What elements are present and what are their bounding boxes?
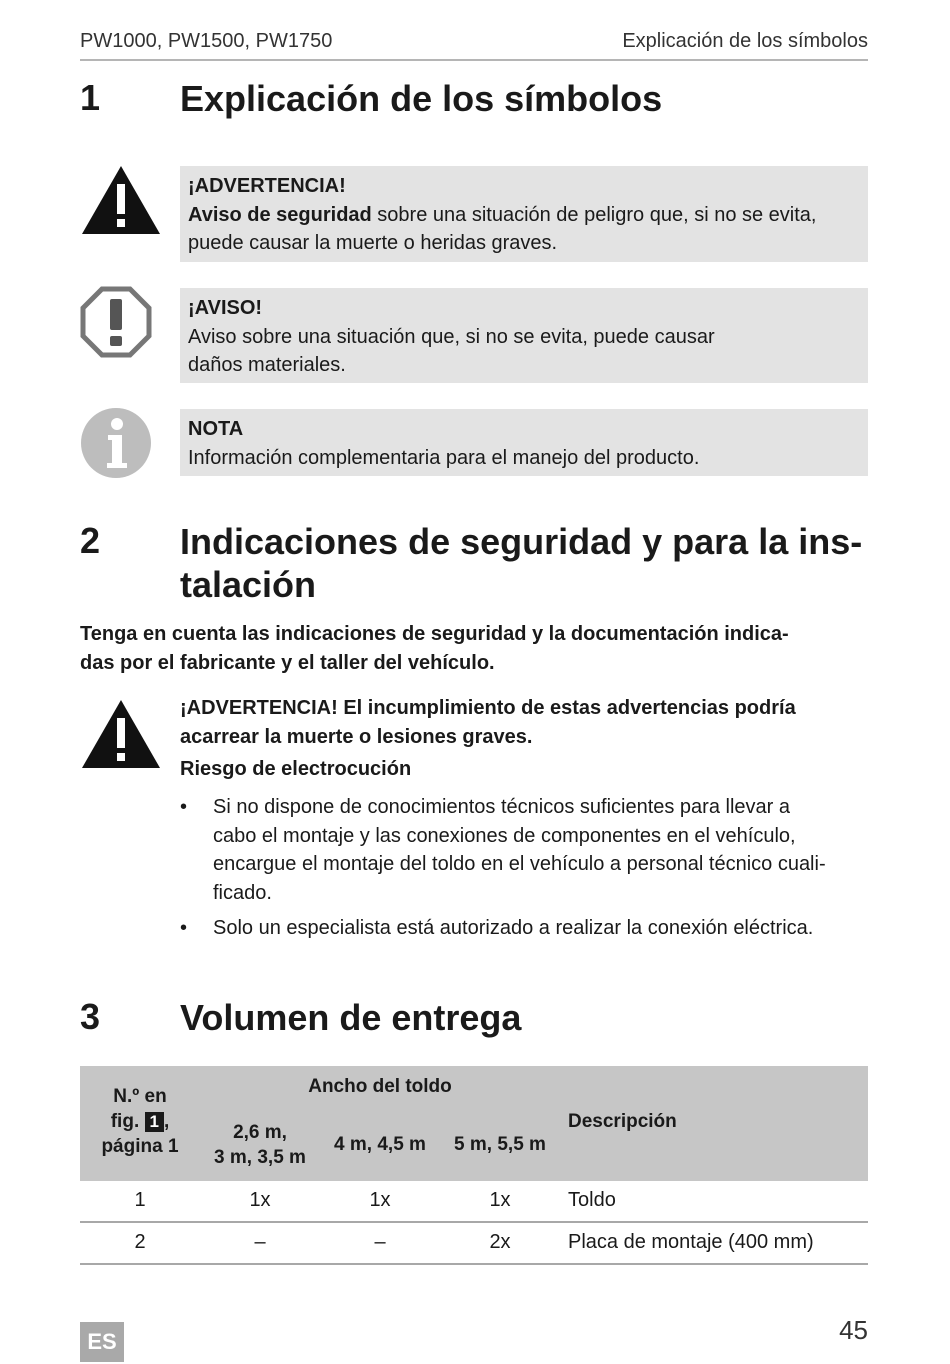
cell-width-2: – — [374, 1231, 386, 1253]
col-no-line-2b: , — [163, 1111, 170, 1132]
warning-triangle-icon — [80, 698, 162, 775]
col-header-number — [80, 1084, 200, 1159]
cell-width-3: 2x — [489, 1231, 511, 1253]
cell-width-3: 1x — [489, 1189, 511, 1211]
section-2-title-line-2: talación — [180, 564, 317, 605]
bullet-2-line-1: Solo un especialista está autorizado a realizar la conexión eléctrica. — [213, 917, 814, 939]
bullet-1-line-3: encargue el montaje del toldo en el vehículo a personal técnico cuali- — [213, 853, 826, 875]
col-w1-line-2: 3 m, 3,5 m — [214, 1147, 306, 1168]
bullet-dot: • — [180, 917, 188, 939]
section-2-warning-line-1: ¡ADVERTENCIA! El incumplimiento de estas advertencias podría — [180, 697, 796, 719]
header-divider — [80, 59, 868, 61]
col-header-width-2: 4 m, 4,5 m — [334, 1134, 426, 1155]
col-no-line-2a: fig. — [110, 1111, 140, 1132]
col-w1-line-1: 2,6 m, — [233, 1122, 287, 1143]
warning-box — [180, 166, 868, 262]
page-number: 45 — [839, 1315, 868, 1345]
col-header-description: Descripción — [568, 1111, 677, 1132]
cell-number: 1 — [134, 1189, 146, 1211]
table-header — [80, 1066, 868, 1181]
info-circle-icon — [80, 407, 152, 484]
section-3-number: 3 — [80, 996, 101, 1037]
cell-width-2: 1x — [369, 1189, 391, 1211]
notice-text-2: daños materiales. — [188, 354, 346, 376]
col-no-line-3: página 1 — [101, 1136, 179, 1157]
figure-badge: 1 — [145, 1112, 164, 1132]
language-badge: ES — [80, 1322, 124, 1362]
section-2-intro — [80, 620, 870, 678]
section-2-warning — [180, 694, 870, 752]
header-section: Explicación de los símbolos — [622, 30, 868, 52]
bullet-list — [180, 793, 870, 950]
bullet-1-line-4: ficado. — [213, 881, 272, 904]
section-2-title-line-1: Indicaciones de seguridad y para la ins- — [180, 521, 863, 562]
section-2-title — [180, 520, 870, 606]
section-3-title: Volumen de entrega — [180, 997, 522, 1038]
col-header-width-1 — [200, 1120, 320, 1170]
notice-box — [180, 288, 868, 383]
intro-line-1: Tenga en cuenta las indicaciones de seguridad y la documentación indica- — [80, 623, 789, 645]
warning-bold-lead: Aviso de seguridad — [188, 203, 372, 226]
table-row — [80, 1223, 868, 1265]
warning-text-2: puede causar la muerte o heridas graves. — [188, 232, 558, 254]
col-header-width-3: 5 m, 5,5 m — [454, 1134, 546, 1155]
section-2-warning-line-2: acarrear la muerte o lesiones graves. — [180, 726, 533, 748]
bullet-dot: • — [180, 796, 188, 818]
list-item — [180, 793, 870, 907]
notice-octagon-icon — [80, 286, 152, 363]
warning-text-1: sobre una situación de peligro que, si no se evita, — [371, 203, 817, 226]
intro-line-2: das por el fabricante y el taller del vehículo. — [80, 652, 495, 674]
col-group-header: Ancho del toldo — [308, 1076, 452, 1097]
header-models: PW1000, PW1500, PW1750 — [80, 30, 333, 52]
note-label: NOTA — [188, 418, 244, 440]
section-2-number: 2 — [80, 520, 101, 561]
note-box — [180, 409, 868, 476]
warning-label: ¡ADVERTENCIA! — [188, 175, 346, 197]
col-no-line-1: N.º en — [113, 1086, 167, 1107]
bullet-1-line-2: cabo el montaje y las conexiones de componentes en el vehículo, — [213, 824, 796, 847]
bullet-1-line-1: Si no dispone de conocimientos técnicos suficientes para llevar a — [213, 796, 790, 818]
delivery-table — [80, 1066, 868, 1265]
table-row — [80, 1181, 868, 1223]
cell-width-1: – — [254, 1231, 266, 1253]
notice-text-1: Aviso sobre una situación que, si no se evita, puede causar — [188, 325, 715, 348]
cell-description: Toldo — [568, 1189, 616, 1211]
cell-number: 2 — [134, 1231, 146, 1253]
section-1-number: 1 — [80, 77, 101, 118]
note-text: Información complementaria para el manejo del producto. — [188, 446, 700, 469]
cell-description: Placa de montaje (400 mm) — [568, 1231, 814, 1253]
notice-label: ¡AVISO! — [188, 297, 263, 319]
section-1-title: Explicación de los símbolos — [180, 78, 663, 119]
risk-title: Riesgo de electrocución — [180, 758, 412, 780]
warning-triangle-icon — [80, 164, 162, 241]
list-item — [180, 914, 870, 943]
cell-width-1: 1x — [249, 1189, 271, 1211]
